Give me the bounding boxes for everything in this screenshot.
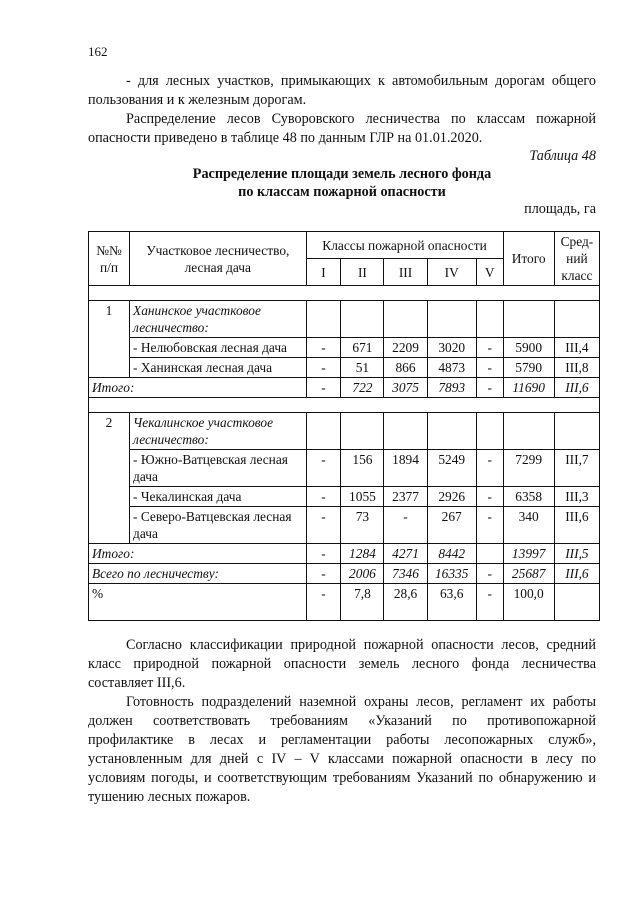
cell-iii: 866 <box>384 358 427 378</box>
table-title-line-2: по классам пожарной опасности <box>238 184 446 200</box>
cell-v: - <box>476 358 503 378</box>
cell-ii: 722 <box>341 378 384 398</box>
cell-avg: III,6 <box>554 507 599 544</box>
cell-avg: III,7 <box>554 450 599 487</box>
grand-total-label: Всего по лесничеству: <box>89 564 307 584</box>
cell-total: 100,0 <box>503 584 554 621</box>
cell-i: - <box>306 358 341 378</box>
header-unit: Участковое лесничество, лесная дача <box>130 232 306 286</box>
cell-ii: 2006 <box>341 564 384 584</box>
cell-iv: 3020 <box>427 338 476 358</box>
row-name: - Южно-Ватцевская лесная дача <box>130 450 306 487</box>
cell-i: - <box>306 584 341 621</box>
table-row <box>89 358 600 378</box>
cell-v: - <box>476 378 503 398</box>
cell-total: 340 <box>503 507 554 544</box>
table-row <box>89 487 600 507</box>
cell-iv: 63,6 <box>427 584 476 621</box>
cell-avg: III,8 <box>554 358 599 378</box>
percent-label: % <box>89 584 307 621</box>
cell-iii: 2377 <box>384 487 427 507</box>
header-class-1: I <box>306 259 341 286</box>
cell-total: 13997 <box>503 544 554 564</box>
header-total: Итого <box>503 232 554 286</box>
table-row <box>89 301 600 338</box>
cell-iv: 2926 <box>427 487 476 507</box>
grand-total-row <box>89 564 600 584</box>
outro-paragraph-1: Согласно классификации природной пожарной опасности лесов, средний класс природной пожарной опасности земель лесного фонда лесничества составляет III,6. <box>88 637 596 691</box>
cell-v: - <box>476 507 503 544</box>
table-title-line-1: Распределение площади земель лесного фонда <box>192 166 492 182</box>
cell-i: - <box>306 338 341 358</box>
cell-ii: 51 <box>341 358 384 378</box>
cell-total: 5900 <box>503 338 554 358</box>
cell-total: 11690 <box>503 378 554 398</box>
cell-v: - <box>476 338 503 358</box>
fire-class-table <box>88 231 600 621</box>
cell-i: - <box>306 450 341 487</box>
page-number: 162 <box>88 44 108 59</box>
cell-iv: 5249 <box>427 450 476 487</box>
intro-paragraph-2: Распределение лесов Суворовского лесничества по классам пожарной опасности приведено в таблице 48 по данным ГЛР на 01.01.2020. <box>88 111 596 146</box>
subtotal-label: Итого: <box>89 378 307 398</box>
cell-ii: 156 <box>341 450 384 487</box>
cell-v: - <box>476 450 503 487</box>
cell-iv: 7893 <box>427 378 476 398</box>
cell-v: - <box>476 487 503 507</box>
cell-ii: 1055 <box>341 487 384 507</box>
cell-avg: III,6 <box>554 564 599 584</box>
cell-ii: 671 <box>341 338 384 358</box>
cell-iii: 3075 <box>384 378 427 398</box>
cell-i: - <box>306 487 341 507</box>
cell-v <box>476 544 503 564</box>
cell-avg: III,5 <box>554 544 599 564</box>
percent-row <box>89 584 600 621</box>
cell-avg <box>554 584 599 621</box>
row-name: - Северо-Ватцевская лесная дача <box>130 507 306 544</box>
header-class-4: IV <box>427 259 476 286</box>
cell-iv: 16335 <box>427 564 476 584</box>
header-class-5: V <box>476 259 503 286</box>
header-class-2: II <box>341 259 384 286</box>
cell-v: - <box>476 564 503 584</box>
row-name: - Ханинская лесная дача <box>130 358 306 378</box>
intro-paragraph-1: - для лесных участков, примыкающих к автомобильным дорогам общего пользования и к железным дорогам. <box>88 73 596 108</box>
header-avg: Сред-ний класс <box>554 232 599 286</box>
table-row <box>89 450 600 487</box>
table-caption: Таблица 48 <box>529 148 596 164</box>
header-classes: Классы пожарной опасности <box>306 232 503 259</box>
cell-total: 25687 <box>503 564 554 584</box>
cell-iii: 2209 <box>384 338 427 358</box>
header-class-3: III <box>384 259 427 286</box>
cell-ii: 7,8 <box>341 584 384 621</box>
table-row <box>89 338 600 358</box>
cell-ii: 1284 <box>341 544 384 564</box>
table-row <box>89 413 600 450</box>
cell-i: - <box>306 378 341 398</box>
subtotal-label: Итого: <box>89 544 307 564</box>
cell-iv: 267 <box>427 507 476 544</box>
cell-iii: 28,6 <box>384 584 427 621</box>
subtotal-row <box>89 544 600 564</box>
cell-iii: 4271 <box>384 544 427 564</box>
cell-avg: III,3 <box>554 487 599 507</box>
cell-i: - <box>306 564 341 584</box>
units-label: площадь, га <box>524 201 596 217</box>
cell-iv: 8442 <box>427 544 476 564</box>
table-row <box>89 507 600 544</box>
cell-iii: 1894 <box>384 450 427 487</box>
group-num: 2 <box>89 413 130 544</box>
group-name: Чекалинское участковое лесничество: <box>130 413 306 450</box>
subtotal-row <box>89 378 600 398</box>
cell-avg: III,4 <box>554 338 599 358</box>
cell-avg: III,6 <box>554 378 599 398</box>
cell-ii: 73 <box>341 507 384 544</box>
row-name: - Чекалинская дача <box>130 487 306 507</box>
cell-total: 7299 <box>503 450 554 487</box>
cell-total: 5790 <box>503 358 554 378</box>
cell-v: - <box>476 584 503 621</box>
cell-total: 6358 <box>503 487 554 507</box>
cell-iii: - <box>384 507 427 544</box>
cell-i: - <box>306 544 341 564</box>
cell-iii: 7346 <box>384 564 427 584</box>
row-name: - Нелюбовская лесная дача <box>130 338 306 358</box>
group-num: 1 <box>89 301 130 378</box>
cell-i: - <box>306 507 341 544</box>
group-name: Ханинское участковое лесничество: <box>130 301 306 338</box>
outro-paragraph-2: Готовность подразделений наземной охраны лесов, регламент их работы должен соответствовать требованиям «Указаний по противопожарной профилактике в лесах и регламентации работы лесопожарных служб», установленным для дней с IV – V классами пожарной опасности в лесу по условиям погоды, и соответствующим требованиям Указаний по обнаружению и тушению лесных пожаров. <box>88 694 596 805</box>
cell-iv: 4873 <box>427 358 476 378</box>
header-num: №№ п/п <box>89 232 130 286</box>
